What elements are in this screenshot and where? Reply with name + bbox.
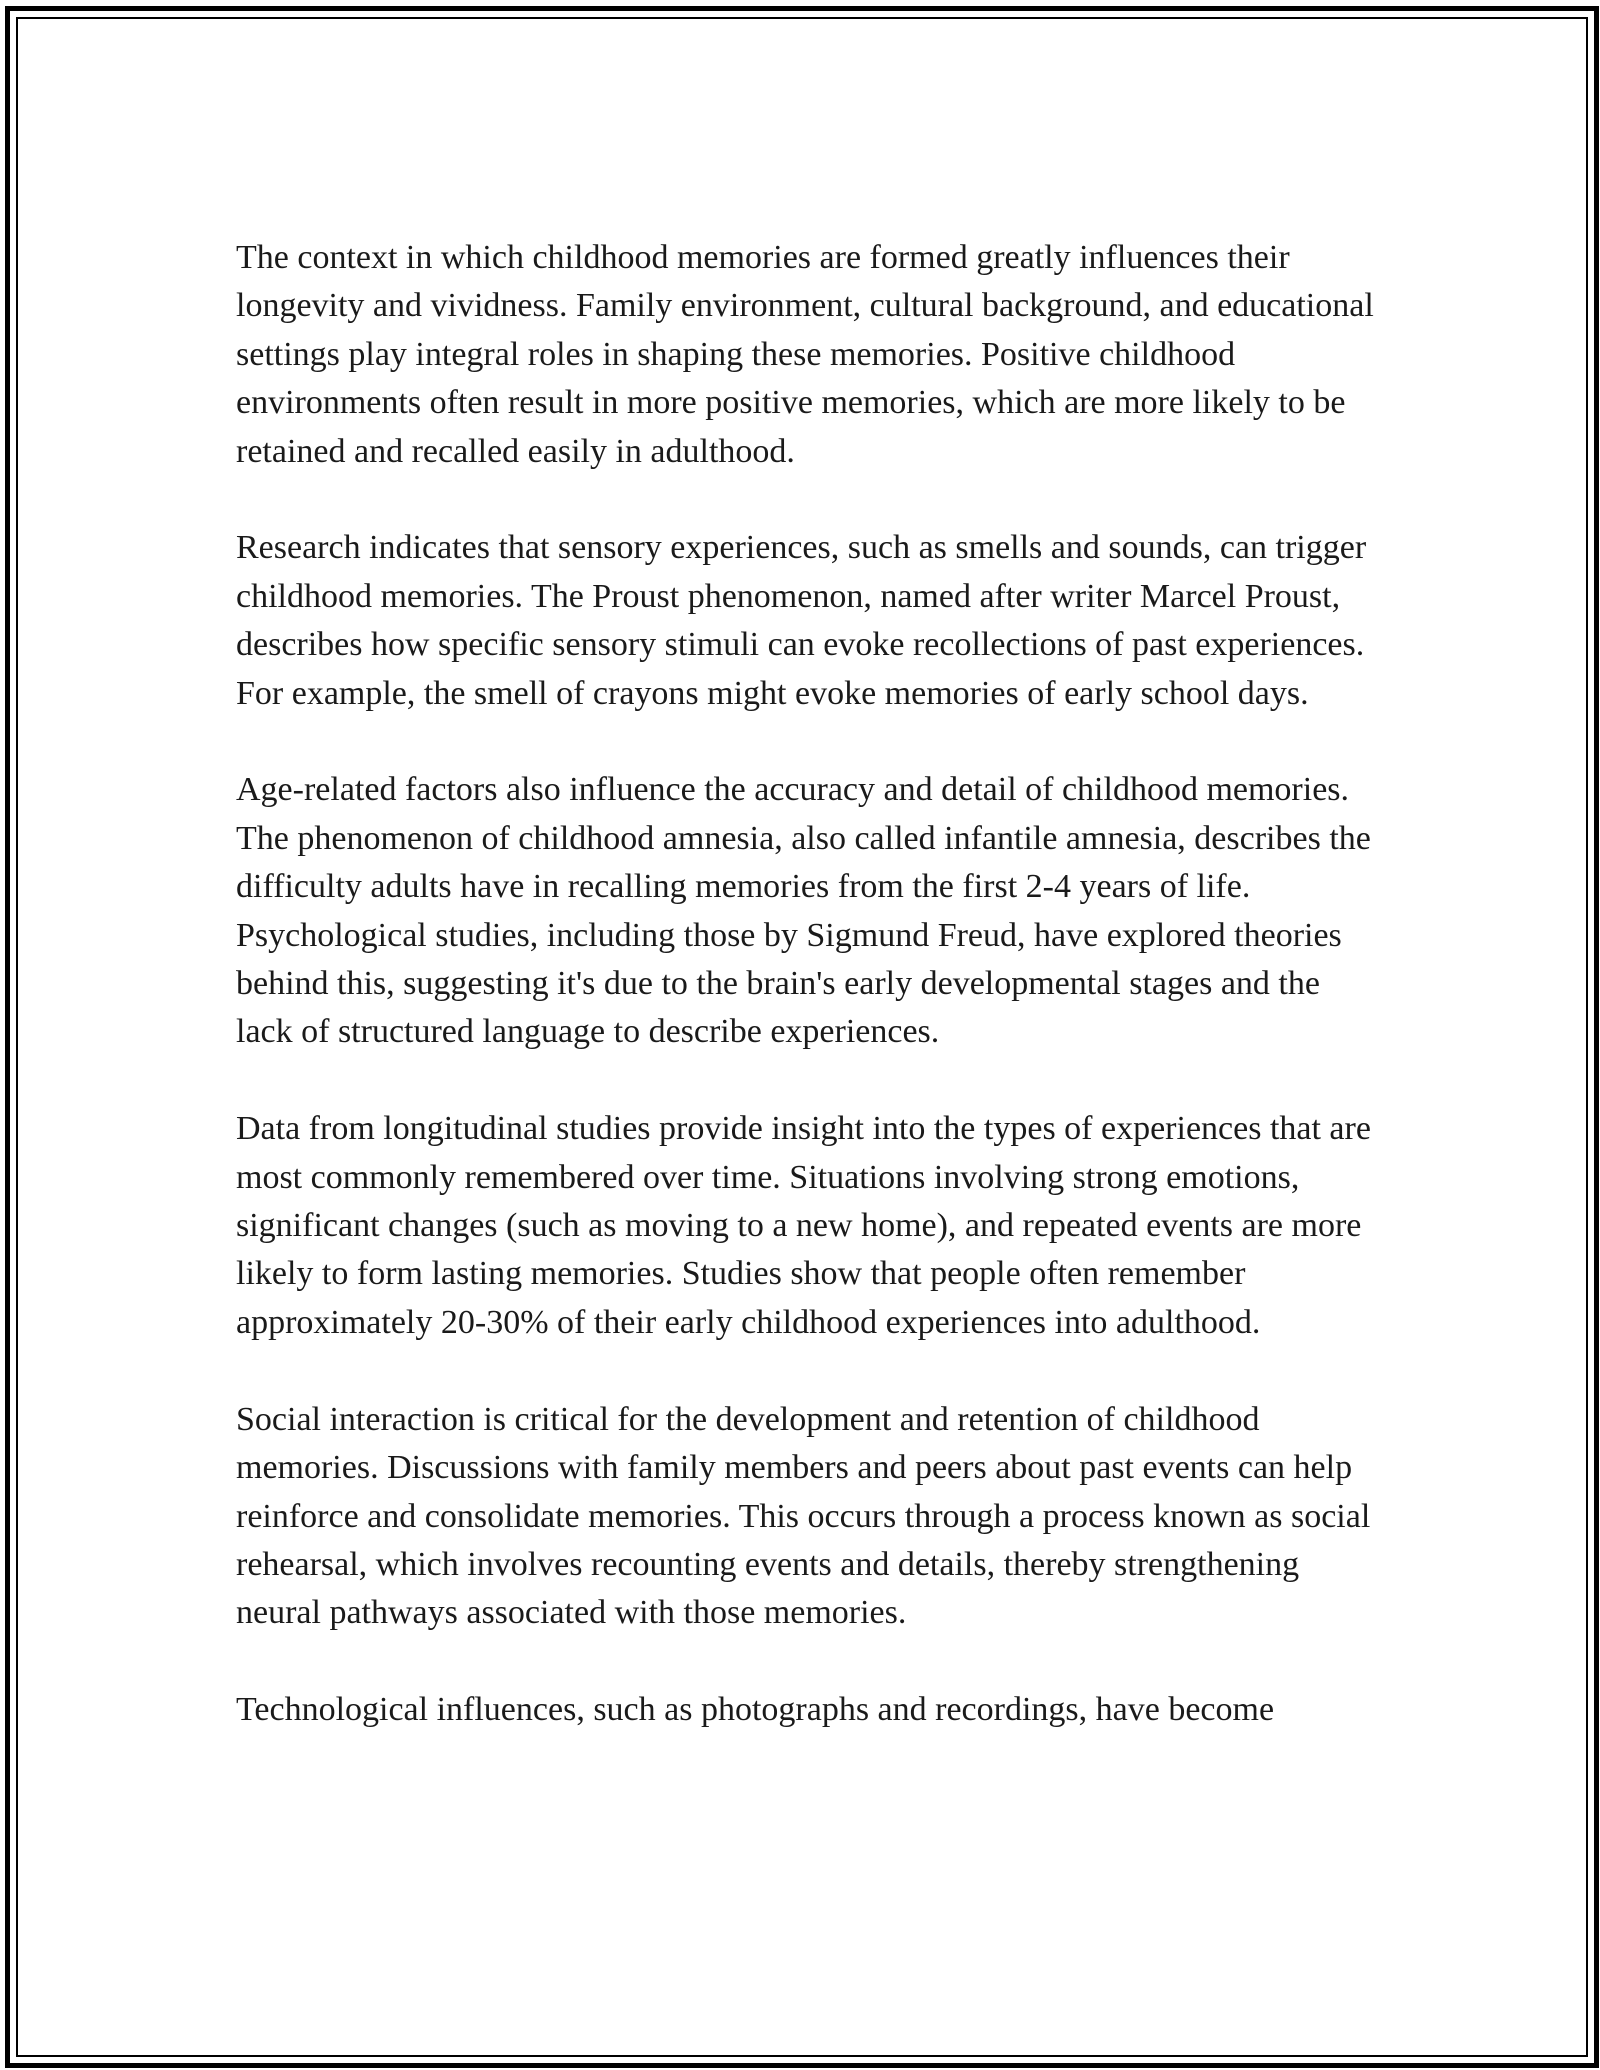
document-body: [236, 234, 1381, 1735]
paragraph-longitudinal-studies: Data from longitudinal studies provide insight into the types of experiences that are most commonly remembered over time. Situations involving strong emotions, significant changes (such as moving to a new home), and repeated events are more likely to form lasting memories. Studies show that people often remember approximately 20-30% of their early childhood experiences into adulthood.: [236, 1110, 1371, 1341]
paragraph-sensory-experiences: Research indicates that sensory experiences, such as smells and sounds, can trigger childhood memories. The Proust phenomenon, named after writer Marcel Proust, describes how specific sensory stimuli can evoke recollections of past experiences. For example, the smell of crayons might evoke memories of early school days.: [236, 529, 1367, 712]
paragraph-technological-influences: Technological influences, such as photographs and recordings, have become: [236, 1691, 1275, 1729]
paragraph-age-related-factors: Age-related factors also influence the accuracy and detail of childhood memories. The phenomenon of childhood amnesia, also called infantile amnesia, describes the difficulty adults have in recalling memories from the first 2-4 years of life. Psychological studies, including those by Sigmund Freud, have explored theories behind this, suggesting it's due to the brain's early developmental stages and the lack of structured language to describe experiences.: [236, 771, 1371, 1051]
paragraph-social-interaction: Social interaction is critical for the development and retention of childhood memories. Discussions with family members and peers about past events can help reinforce and consolidate memories. This occurs through a process known as social rehearsal, which involves recounting events and details, thereby strengthening neural pathways associated with those memories.: [236, 1400, 1371, 1632]
paragraph-context-influence: The context in which childhood memories are formed greatly influences their longevity and vividness. Family environment, cultural background, and educational settings play integral roles in shaping these memories. Positive childhood environments often result in more positive memories, which are more likely to be retained and recalled easily in adulthood.: [236, 239, 1374, 470]
